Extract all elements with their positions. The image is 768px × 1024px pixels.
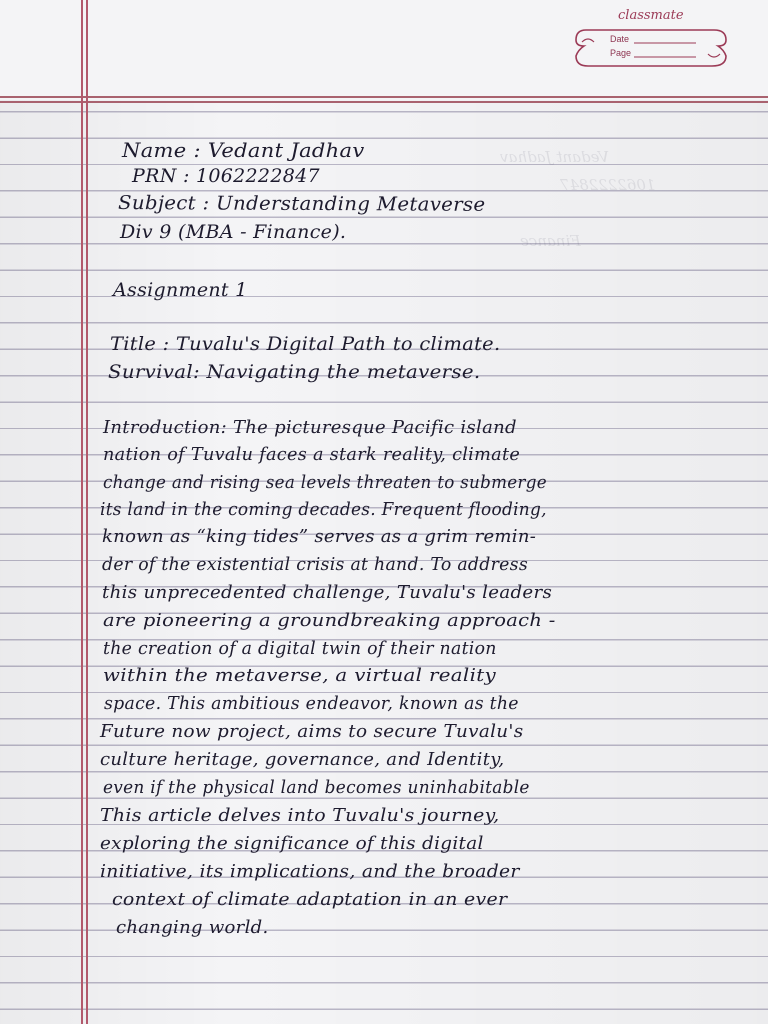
body-line: der of the existential crisis at hand. To address <box>102 554 528 575</box>
body-line: changing world. <box>116 917 269 938</box>
division: Div 9 (MBA - Finance). <box>120 221 347 243</box>
body-line: known as “king tides” serves as a grim remin- <box>102 526 537 547</box>
body-line: context of climate adaptation in an ever <box>112 889 508 910</box>
header-rule-bottom <box>0 101 768 103</box>
bleed-through: 1062222847 <box>560 176 656 194</box>
student-name: Name : Vedant Jadhav <box>122 138 365 162</box>
body-line: Introduction: The picturesque Pacific island <box>103 417 517 438</box>
body-line: even if the physical land becomes uninhabitable <box>103 777 530 798</box>
bleed-through: Finance <box>520 232 581 250</box>
date-label: Date <box>610 34 630 44</box>
body-line: space. This ambitious endeavor, known as the <box>104 693 519 714</box>
subject: Subject : Understanding Metaverse <box>117 192 486 216</box>
body-line: This article delves into Tuvalu's journey, <box>100 805 500 826</box>
header-rule-top <box>0 96 768 98</box>
body-line: within the metaverse, a virtual reality <box>103 665 497 686</box>
body-line: are pioneering a groundbreaking approach - <box>103 610 556 631</box>
body-line: Future now project, aims to secure Tuvalu's <box>100 721 524 742</box>
body-line: initiative, its implications, and the broader <box>100 861 520 882</box>
brand-logo: classmate <box>618 8 684 23</box>
body-line: change and rising sea levels threaten to submerge <box>103 472 547 493</box>
margin-line-right <box>86 0 88 1024</box>
body-line: exploring the significance of this digital <box>100 833 484 854</box>
title-line: Title : Tuvalu's Digital Path to climate. <box>110 333 501 355</box>
margin-line-left <box>81 0 83 1024</box>
body-line: this unprecedented challenge, Tuvalu's leaders <box>102 582 553 603</box>
body-line: nation of Tuvalu faces a stark reality, climate <box>103 444 521 465</box>
page-label: Page <box>610 48 632 58</box>
title-line: Survival: Navigating the metaverse. <box>108 361 481 383</box>
bleed-through: Vedant Jadhav <box>500 148 609 166</box>
stamp-frame-icon <box>572 24 730 72</box>
body-line: culture heritage, governance, and Identity, <box>100 749 505 770</box>
date-page-stamp <box>572 24 730 72</box>
student-prn: PRN : 1062222847 <box>132 165 320 187</box>
assignment-heading: Assignment 1 <box>113 279 248 301</box>
body-line: the creation of a digital twin of their nation <box>103 638 497 659</box>
body-line: its land in the coming decades. Frequent flooding, <box>100 499 547 520</box>
